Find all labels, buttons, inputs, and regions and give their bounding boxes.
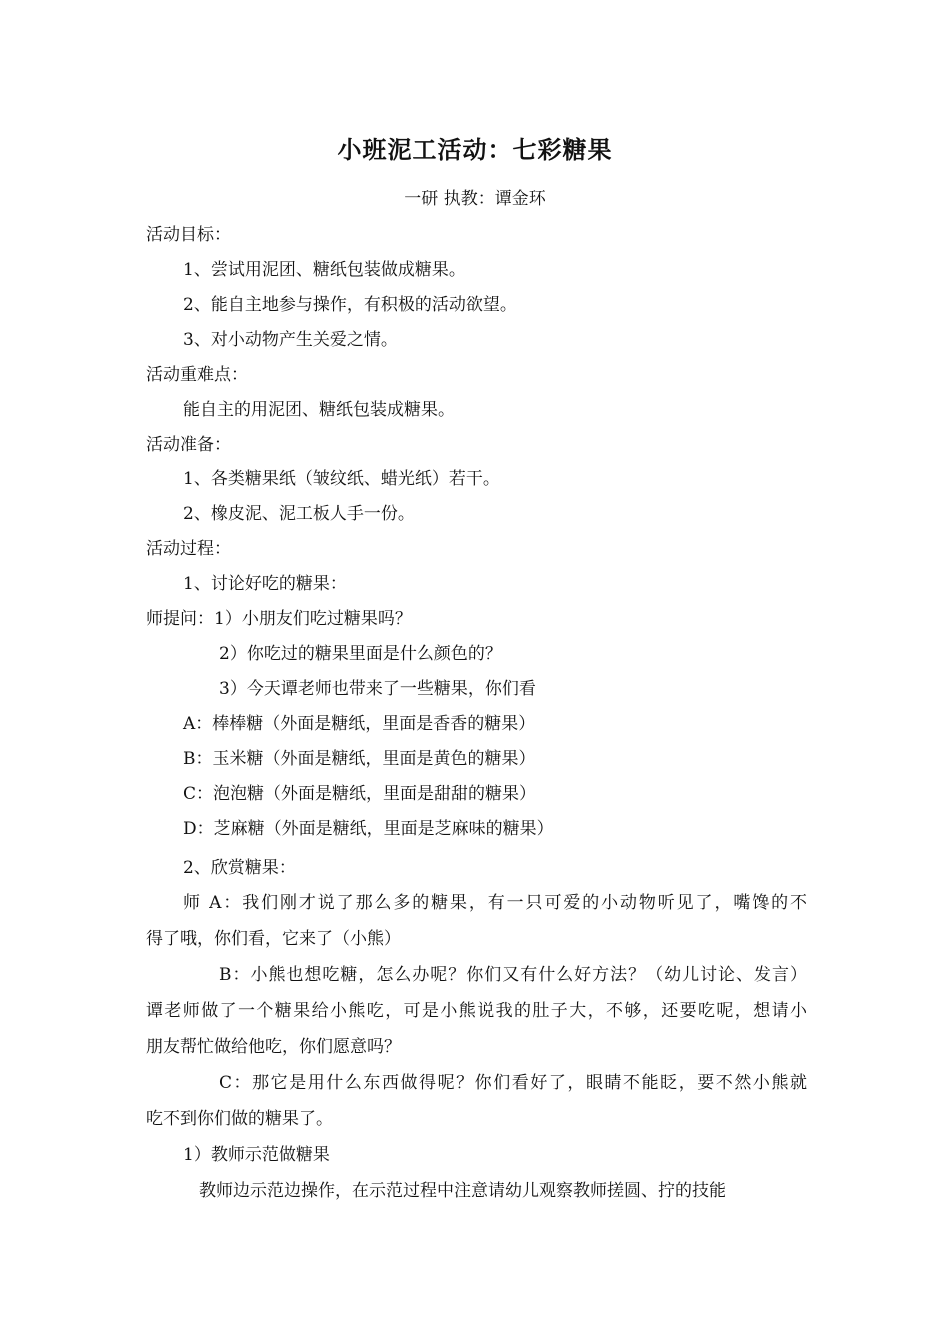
paragraph: 教师边示范边操作，在示范过程中注意请幼儿观察教师搓圆、拧的技能 (199, 1181, 726, 1201)
paragraph: 1、各类糖果纸（皱纹纸、蜡光纸）若干。 (183, 469, 500, 489)
document-subtitle: 一研 执教：谭金环 (404, 189, 546, 209)
paragraph: 2、能自主地参与操作，有积极的活动欲望。 (183, 295, 517, 315)
paragraph: 3、对小动物产生关爱之情。 (183, 330, 398, 350)
paragraph: B：小熊也想吃糖，怎么办呢？你们又有什么好方法？（幼儿讨论、发言） (219, 965, 807, 985)
paragraph: 朋友帮忙做给他吃，你们愿意吗？ (146, 1037, 401, 1057)
list-item: C：泡泡糖（外面是糖纸，里面是甜甜的糖果） (183, 784, 537, 804)
paragraph: 1、尝试用泥团、糖纸包装做成糖果。 (183, 260, 466, 280)
paragraph: 师提问：1）小朋友们吃过糖果吗？ (146, 609, 412, 629)
paragraph: 得了哦，你们看，它来了（小熊） (146, 929, 401, 949)
list-item: A：棒棒糖（外面是糖纸，里面是香香的糖果） (183, 714, 536, 734)
paragraph: 1、讨论好吃的糖果： (183, 574, 347, 594)
paragraph: 吃不到你们做的糖果了。 (146, 1109, 333, 1129)
paragraph: 3）今天谭老师也带来了一些糖果，你们看 (219, 679, 536, 699)
paragraph: 能自主的用泥团、糖纸包装成糖果。 (183, 400, 455, 420)
section-heading-preparation: 活动准备： (146, 435, 231, 455)
section-heading-key-points: 活动重难点： (146, 365, 248, 385)
paragraph: 谭老师做了一个糖果给小熊吃，可是小熊说我的肚子大，不够，还要吃呢，想请小 (146, 1001, 807, 1021)
list-item: D：芝麻糖（外面是糖纸，里面是芝麻味的糖果） (183, 819, 554, 839)
paragraph: C：那它是用什么东西做得呢？你们看好了，眼睛不能眨，要不然小熊就 (219, 1073, 807, 1093)
document-title: 小班泥工活动：七彩糖果 (337, 135, 613, 164)
paragraph: 2）你吃过的糖果里面是什么颜色的？ (219, 644, 502, 664)
paragraph: 2、欣赏糖果： (183, 858, 296, 878)
section-heading-process: 活动过程： (146, 539, 231, 559)
paragraph: 师 A：我们刚才说了那么多的糖果，有一只可爱的小动物听见了，嘴馋的不 (183, 893, 807, 913)
list-item: B：玉米糖（外面是糖纸，里面是黄色的糖果） (183, 749, 536, 769)
section-heading-goals: 活动目标： (146, 225, 231, 245)
paragraph: 1）教师示范做糖果 (183, 1145, 330, 1165)
paragraph: 2、橡皮泥、泥工板人手一份。 (183, 504, 415, 524)
